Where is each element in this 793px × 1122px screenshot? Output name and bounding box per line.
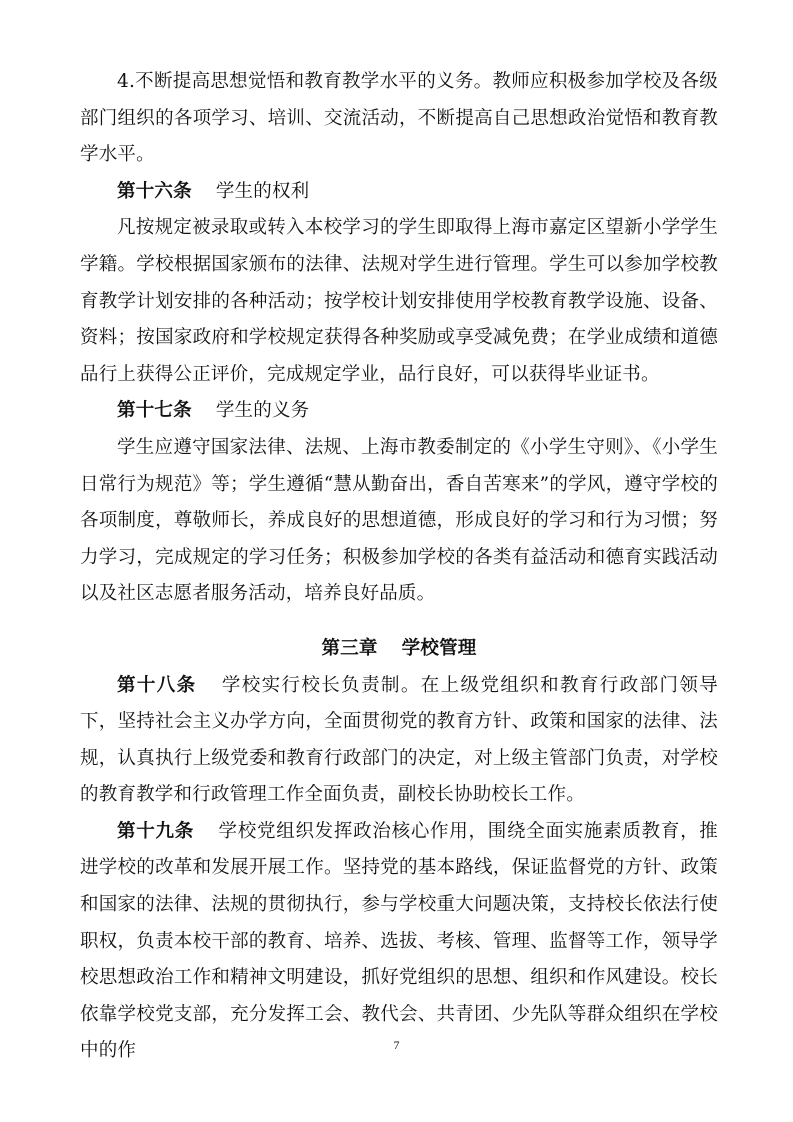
- page-number: 7: [393, 1038, 400, 1052]
- article-18: [80, 668, 718, 814]
- paragraph: [80, 430, 718, 613]
- article-number: 第十六条: [117, 180, 192, 202]
- article-body: 学校实行校长负责制。在上级党组织和教育行政部门领导下，坚持社会主义办学方向，全面贯彻党的教育方针、政策和国家的法律、法规，认真执行上级党委和教育行政部门的决定，对上级主管部门负责，对学校的教育教学和行政管理工作全面负责，副校长协助校长工作。: [80, 674, 718, 806]
- article-number: 第十七条: [117, 400, 192, 422]
- article-number: 第十九条: [117, 820, 194, 842]
- article-title: 学生的权利: [215, 180, 310, 202]
- chapter-number: 第三章: [321, 637, 378, 659]
- paragraph: [80, 210, 718, 393]
- paragraph: [80, 64, 718, 174]
- paragraph-text: 学生应遵守国家法律、法规、上海市教委制定的《小学生守则》、《小学生日常行为规范》等；学生遵循“慧从勤奋出，香自苦寒来”的学风，遵守学校的各项制度，尊敬师长，养成良好的思想道德，形成良好的学习和行为习惯；努力学习，完成规定的学习任务；积极参加学校的各类有益活动和德育实践活动以及社区志愿者服务活动，培养良好品质。: [80, 436, 718, 605]
- paragraph-text: 4.不断提高思想觉悟和教育教学水平的义务。教师应积极参加学校及各级部门组织的各项学习、培训、交流活动，不断提高自己思想政治觉悟和教育教学水平。: [80, 71, 718, 166]
- article-19: [80, 814, 718, 1070]
- chapter-heading: [80, 631, 718, 668]
- article-body: 学校党组织发挥政治核心作用，围绕全面实施素质教育，推进学校的改革和发展开展工作。坚持党的基本路线，保证监督党的方针、政策和国家的法律、法规的贯彻执行，参与学校重大问题决策，支持校长依法行使职权，负责本校干部的教育、培养、选拔、考核、管理、监督等工作，领导学校思想政治工作和精神文明建设，抓好党组织的思想、组织和作风建设。校长依靠学校党支部，充分发挥工会、教代会、共青团、少先队等群众组织在学校中的作: [80, 820, 718, 1062]
- document-page: [80, 64, 718, 1070]
- paragraph-text: 凡按规定被录取或转入本校学习的学生即取得上海市嘉定区望新小学学生学籍。学校根据国家颁布的法律、法规对学生进行管理。学生可以参加学校教育教学计划安排的各种活动；按学校计划安排使用学校教育教学设施、设备、资料；按国家政府和学校规定获得各种奖励或享受减免费；在学业成绩和道德品行上获得公正评价，完成规定学业，品行良好，可以获得毕业证书。: [80, 217, 718, 385]
- article-heading-17: [80, 393, 718, 430]
- article-number: 第十八条: [117, 674, 197, 696]
- article-title: 学生的义务: [215, 400, 310, 422]
- chapter-title: 学校管理: [401, 637, 477, 659]
- article-heading-16: [80, 174, 718, 211]
